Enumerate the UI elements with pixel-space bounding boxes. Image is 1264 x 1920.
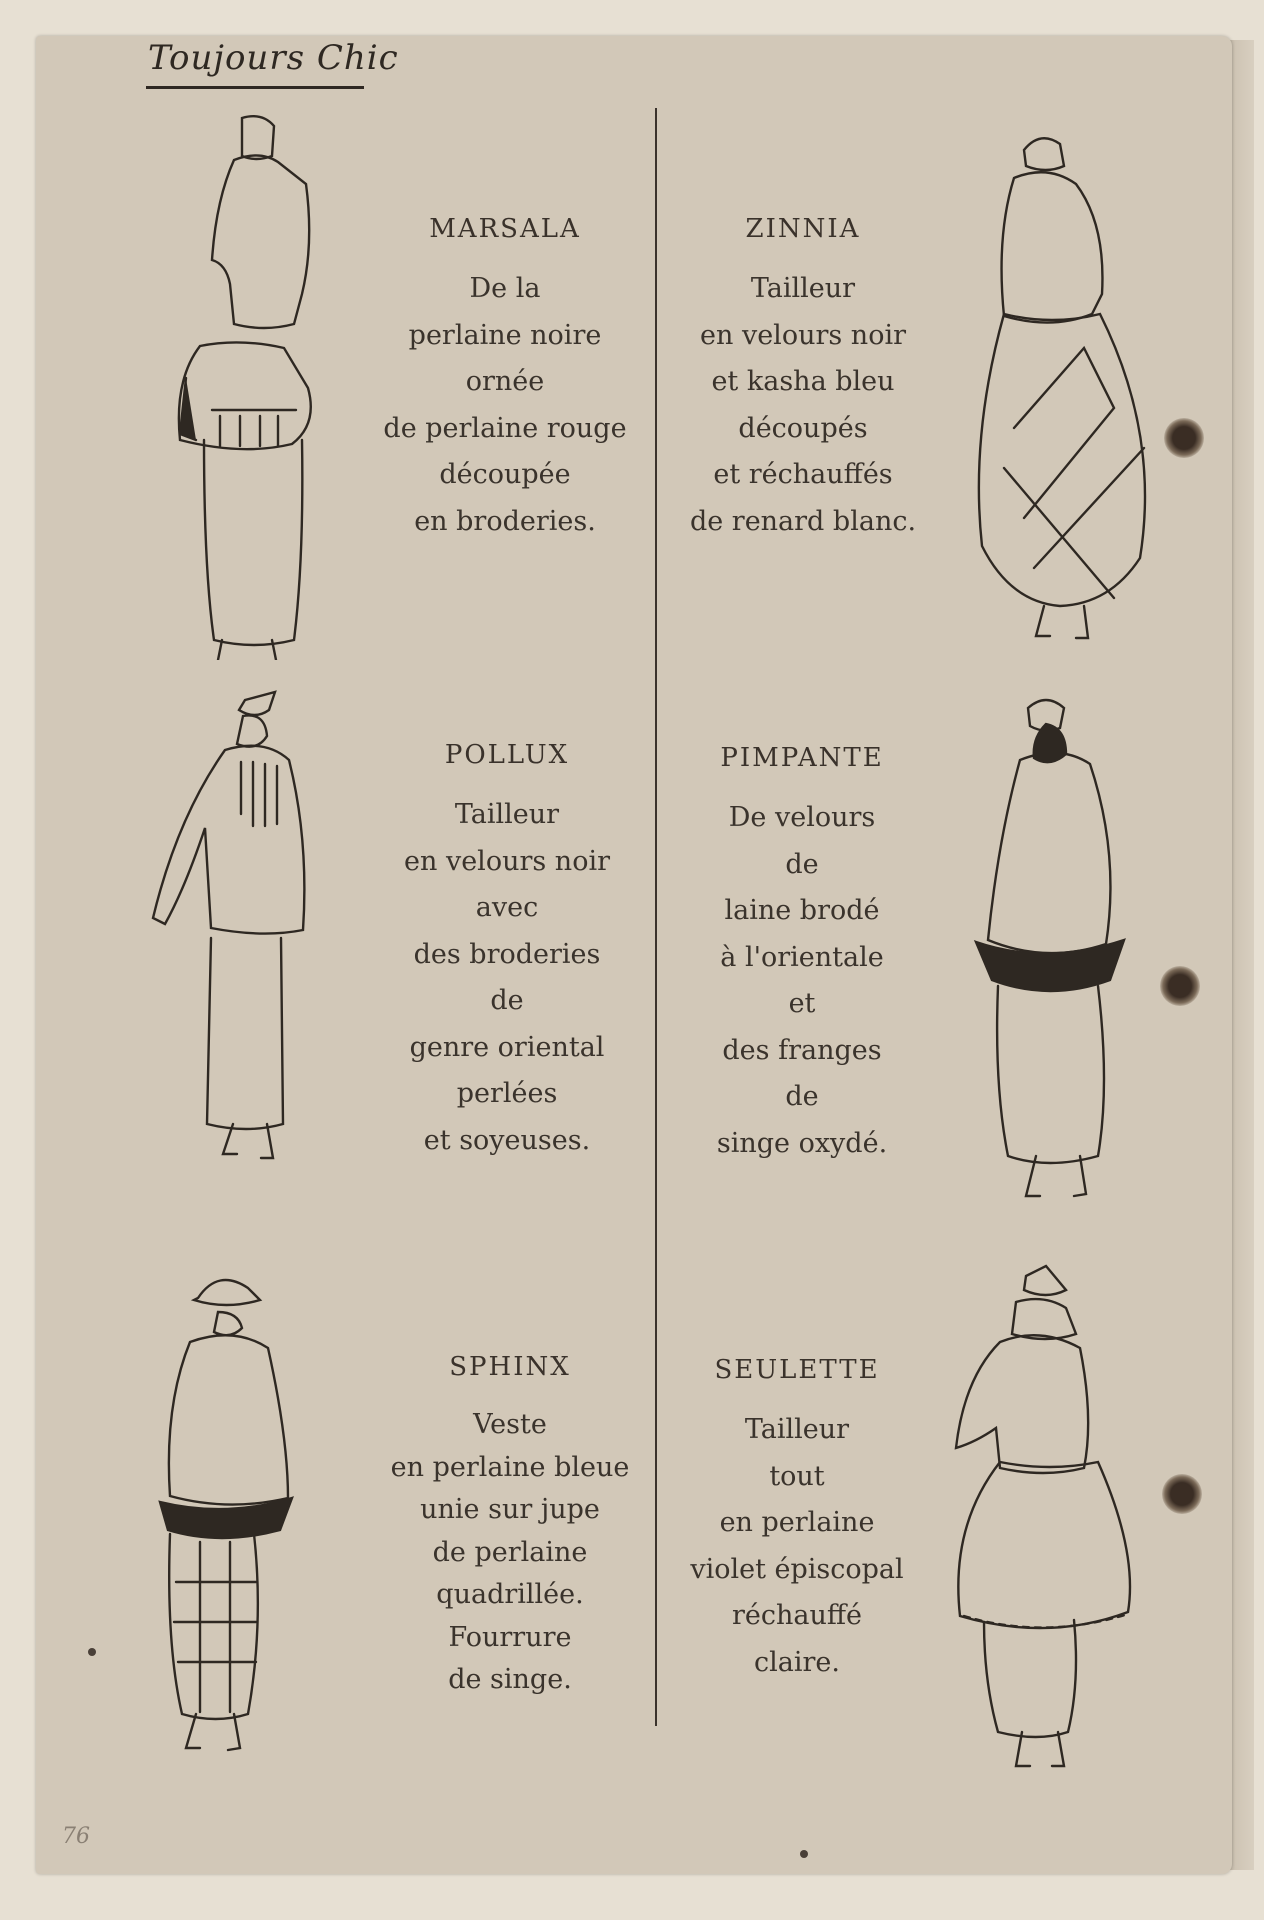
page-number: 76 <box>62 1824 90 1849</box>
page-title: Toujours Chic <box>148 38 399 78</box>
entry-line: de perlaine <box>432 1536 588 1568</box>
entry-name: ZINNIA <box>745 214 861 244</box>
entry-line: de renard blanc. <box>689 505 917 537</box>
entry-line: De velours <box>728 802 876 833</box>
figure-zinnia <box>964 128 1164 648</box>
entry-line: tout <box>769 1460 825 1492</box>
binding-hole <box>1162 1474 1202 1514</box>
entry-name: PIMPANTE <box>720 743 884 773</box>
fashion-figure-back-view-icon <box>964 128 1164 648</box>
figure-sphinx <box>140 1262 330 1792</box>
entry-marsala <box>355 214 655 545</box>
entry-line: des franges <box>722 1034 882 1066</box>
entry-line: de <box>785 1081 819 1112</box>
fashion-figure-back-view-icon <box>145 690 335 1210</box>
binding-hole <box>1164 418 1204 458</box>
entry-line: en perlaine bleue <box>390 1451 630 1483</box>
entry-line: à l'orientale <box>720 941 884 973</box>
entry-line: Tailleur <box>744 1414 850 1445</box>
figure-pimpante <box>968 690 1158 1230</box>
entry-line: De la <box>469 273 541 304</box>
entry-pimpante <box>652 743 952 1167</box>
entry-line: des broderies <box>413 938 601 970</box>
entry-line: découpés <box>738 412 868 444</box>
entry-line: violet épiscopal <box>690 1553 904 1585</box>
entry-seulette <box>647 1355 947 1686</box>
entry-pollux <box>357 740 657 1164</box>
entry-name: POLLUX <box>444 740 570 770</box>
entry-line: de <box>490 985 524 1016</box>
entry-line: de perlaine rouge <box>383 412 627 444</box>
entry-line: découpée <box>439 459 571 490</box>
entry-line: Fourrure <box>448 1621 572 1653</box>
entry-line: et <box>788 988 816 1019</box>
entry-line: ornée <box>465 366 545 397</box>
entry-line: Tailleur <box>454 799 560 830</box>
entry-line: perlaine noire <box>408 319 602 351</box>
title-underline <box>146 86 364 89</box>
entry-line: unie sur jupe <box>420 1494 600 1525</box>
entry-line: et soyeuses. <box>423 1124 591 1156</box>
entry-line: réchauffé <box>731 1600 863 1631</box>
figure-seulette <box>940 1262 1140 1822</box>
entry-line: Veste <box>473 1409 547 1440</box>
binding-hole <box>1160 966 1200 1006</box>
figure-pollux <box>145 690 335 1210</box>
entry-line: et réchauffés <box>713 459 893 490</box>
entry-line: Tailleur <box>750 273 856 304</box>
ink-speck <box>88 1648 96 1656</box>
entry-line: et kasha bleu <box>711 366 895 397</box>
entry-line: genre oriental <box>409 1031 605 1063</box>
figure-marsala <box>160 110 340 660</box>
fashion-figure-back-view-icon <box>140 1262 330 1792</box>
entry-line: avec <box>475 892 539 923</box>
fashion-figure-back-view-icon <box>968 690 1158 1230</box>
entry-line: de <box>785 848 819 880</box>
entry-line: en broderies. <box>414 505 596 537</box>
entry-sphinx <box>360 1352 660 1702</box>
entry-line: perlées <box>456 1078 558 1109</box>
entry-line: en perlaine <box>719 1507 875 1538</box>
fashion-figure-back-view-icon <box>160 110 340 660</box>
ink-speck <box>800 1850 808 1858</box>
entry-line: en velours noir <box>404 845 610 877</box>
entry-name: MARSALA <box>429 214 581 244</box>
entry-name: SEULETTE <box>714 1355 880 1385</box>
entry-line: quadrillée. <box>436 1579 584 1610</box>
entry-line: de singe. <box>448 1664 572 1695</box>
entry-name: SPHINX <box>449 1352 571 1382</box>
fashion-figure-back-view-icon <box>940 1262 1140 1822</box>
entry-zinnia <box>653 214 953 545</box>
entry-line: singe oxydé. <box>716 1127 888 1159</box>
entry-line: laine brodé <box>724 895 880 926</box>
entry-line: en velours noir <box>700 319 906 351</box>
entry-line: claire. <box>754 1646 840 1678</box>
